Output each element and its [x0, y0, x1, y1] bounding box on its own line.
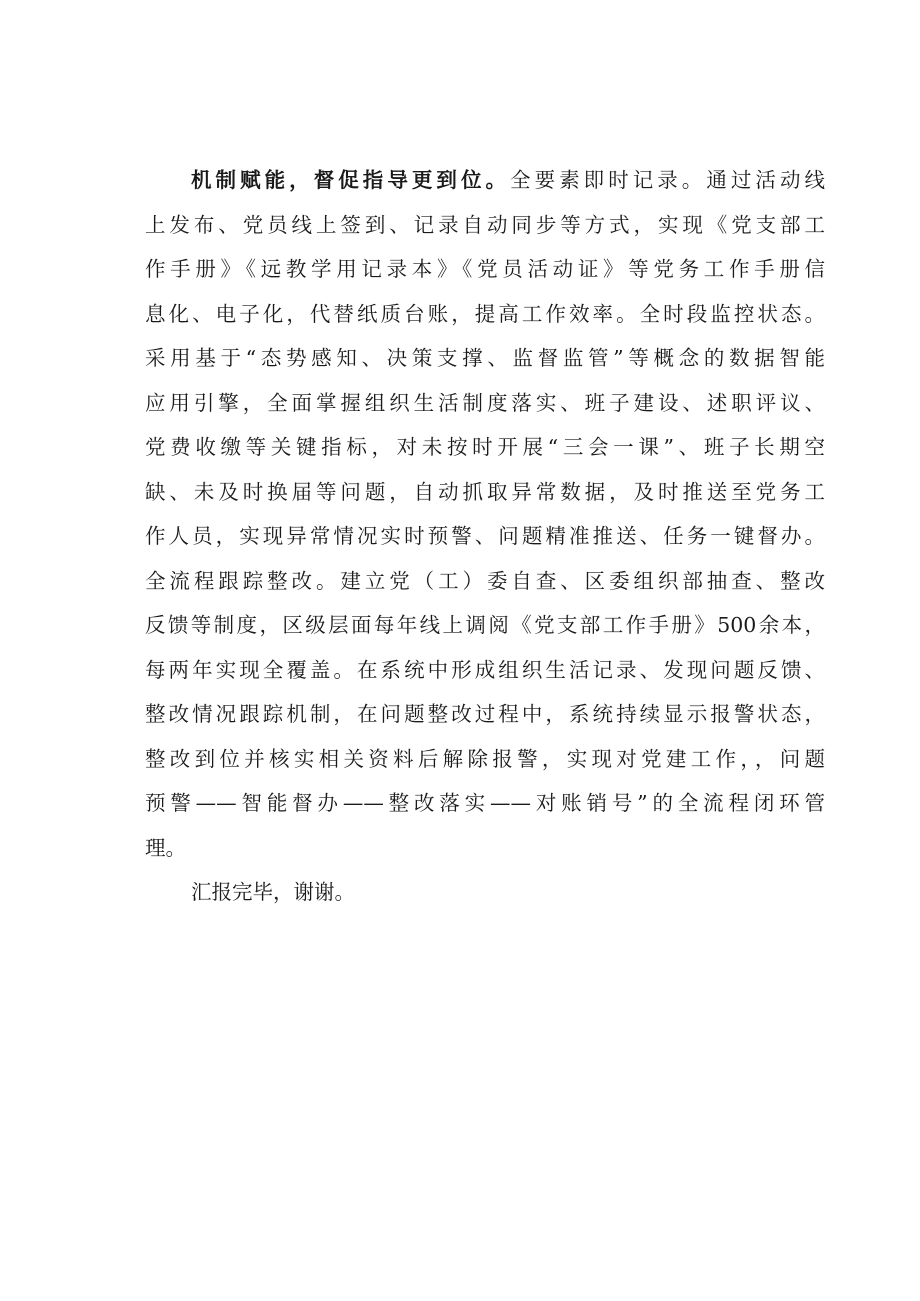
paragraph-line: 预警——智能督办——整改落实——对账销号”的全流程闭环管 [145, 791, 825, 815]
paragraph-line: 缺、未及时换届等问题，自动抓取异常数据，及时推送至党务工 [145, 479, 825, 504]
paragraph-line: 理。 [145, 835, 186, 860]
paragraph-line-text: 全要素即时记录。通过活动线 [510, 168, 826, 192]
closing-line: 汇报完毕，谢谢。 [191, 880, 355, 904]
paragraph-line: 上发布、党员线上签到、记录自动同步等方式，实现《党支部工 [145, 212, 825, 237]
paragraph-line [145, 158, 825, 203]
paragraph-line: 息化、电子化，代替纸质台账，提高工作效率。全时段监控状态。 [145, 301, 825, 326]
paragraph-line: 党费收缴等关键指标，对未按时开展“三会一课”、班子长期空 [145, 435, 825, 459]
paragraph-line: 作手册》《远教学用记录本》《党员活动证》等党务工作手册信 [145, 257, 825, 281]
paragraph-line: 全流程跟踪整改。建立党（工）委自查、区委组织部抽查、整改 [145, 568, 825, 593]
paragraph-line: 每两年实现全覆盖。在系统中形成组织生活记录、发现问题反馈、 [145, 657, 825, 682]
paragraph-line: 作人员，实现异常情况实时预警、问题精准推送、任务一键督办。 [145, 524, 825, 548]
document-body [145, 158, 825, 915]
paragraph-lead-heading: 机制赋能，督促指导更到位。 [191, 168, 511, 192]
paragraph-line: 整改情况跟踪机制，在问题整改过程中，系统持续显示报警状态， [145, 702, 825, 726]
paragraph-line: 整改到位并核实相关资料后解除报警，实现对党建工作，，问题 [145, 746, 825, 771]
paragraph-mechanism [145, 158, 825, 870]
paragraph-line: 采用基于“态势感知、决策支撑、监督监管”等概念的数据智能 [145, 346, 825, 370]
paragraph-closing [145, 870, 825, 915]
paragraph-line: 应用引擎，全面掌握组织生活制度落实、班子建设、述职评议、 [145, 390, 825, 415]
paragraph-line: 反馈等制度，区级层面每年线上调阅《党支部工作手册》500余本， [145, 613, 825, 637]
